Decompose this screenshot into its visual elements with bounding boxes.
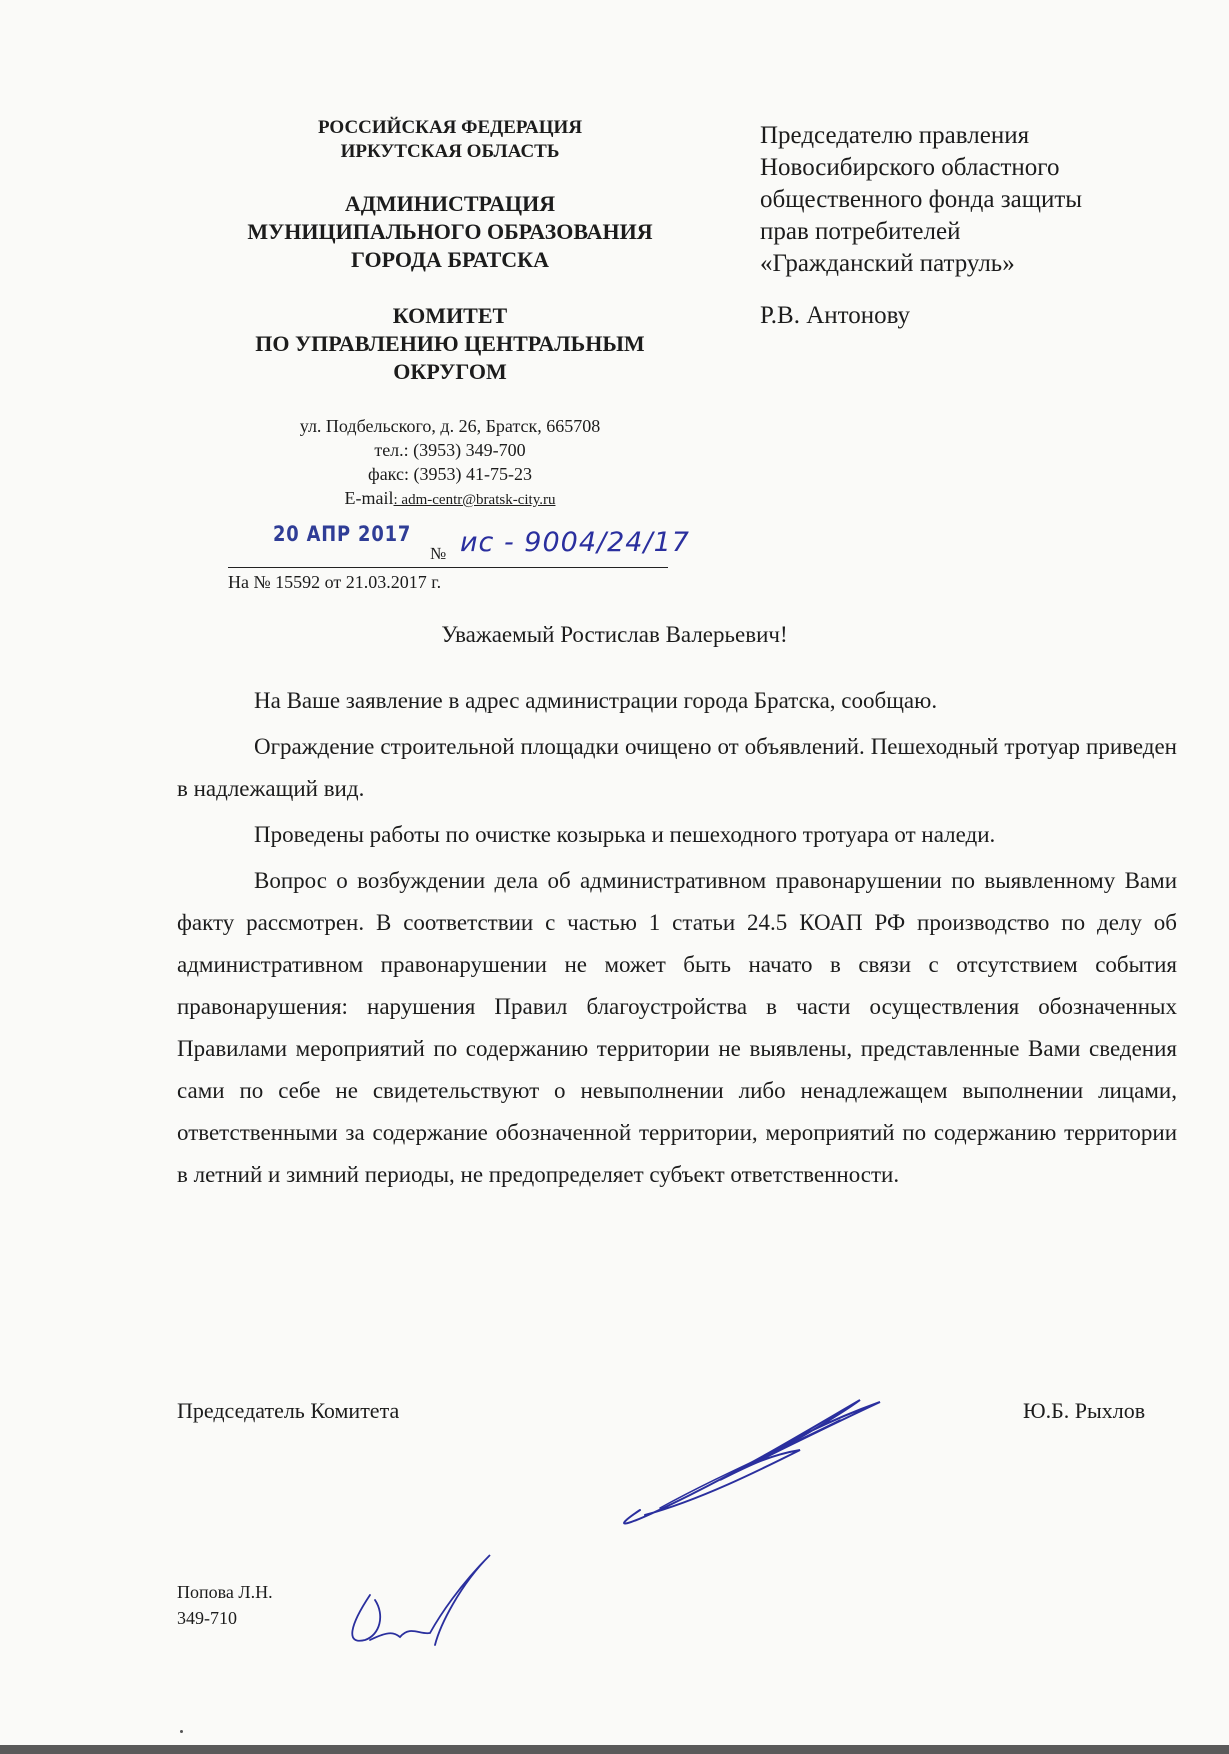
contact-phone: тел.: (3953) 349-700 [374,440,526,460]
paragraph: Ограждение строительной площадки очищено от объявлений. Пешеходный тротуар приведен в надлежащий вид. [177,734,1177,801]
addressee-line-3: общественного фонда защиты [760,186,1083,213]
header-committee-1: КОМИТЕТ [392,303,508,328]
header-committee-3: ОКРУГОМ [393,359,507,384]
header-country: РОССИЙСКАЯ ФЕДЕРАЦИЯ [317,117,583,138]
header-admin-3: ГОРОДА БРАТСКА [351,247,549,272]
executor-name: Попова Л.Н. [177,1582,273,1602]
addressee-line-4: прав потребителей [760,218,961,245]
signer-name: Ю.Б. Рыхлов [1023,1398,1146,1423]
sender-contacts [210,414,690,512]
contact-email [210,486,690,512]
paragraph: На Ваше заявление в адрес администрации города Братска, сообщаю. [254,688,938,713]
addressee-line-5: «Гражданский патруль» [760,250,1015,277]
executor-block [177,1579,273,1631]
handwritten-signature-icon [600,1380,900,1540]
header-committee-2: ПО УПРАВЛЕНИЮ ЦЕНТРАЛЬНЫМ [255,331,645,356]
scan-speck [180,1730,183,1733]
header-admin-2: МУНИЦИПАЛЬНОГО ОБРАЗОВАНИЯ [247,219,653,244]
addressee-line-2: Новосибирского областного [760,154,1060,181]
reference-line: На № 15592 от 21.03.2017 г. [228,572,442,592]
letter-body [177,680,1177,1200]
signer-title: Председатель Комитета [177,1398,400,1423]
email-value[interactable]: : adm-centr@bratsk-city.ru [393,492,556,508]
paragraph: Проведены работы по очистке козырька и пешеходного тротуара от наледи. [254,822,996,847]
header-region: ИРКУТСКАЯ ОБЛАСТЬ [340,141,560,162]
executor-signature-icon [340,1545,520,1655]
contact-fax: факс: (3953) 41-75-23 [368,464,532,484]
sender-header [210,116,690,386]
addressee-name: Р.В. Антонову [760,302,911,329]
paragraph: Вопрос о возбуждении дела об административном правонарушении по выявленному Вами факту рассмотрен. В соответствии с частью 1 статьи 24.5 КОАП РФ производство по делу об административном правонарушении не может быть начато в связи с отсутствием события правонарушения: нарушения Правил благоустройства в части осуществления обозначенных Правилами мероприятий по содержанию территории не выявлены, представленные Вами сведения сами по себе не свидетельствуют о невыполнении либо ненадлежащем выполнении лицами, ответственными за содержание обозначенной территории, мероприятий по содержанию территории в летний и зимний периоды, не предопределяет субъект ответственности. [177,868,1177,1187]
executor-phone: 349-710 [177,1608,237,1628]
addressee-block [760,120,1200,332]
header-admin-1: АДМИНИСТРАЦИЯ [344,191,556,216]
salutation: Уважаемый Ростислав Валерьевич! [441,622,788,647]
addressee-line-1: Председателю правления [760,122,1030,149]
contact-address: ул. Подбельского, д. 26, Братск, 665708 [299,416,601,436]
registration-date-stamp: 20 АПР 2017 [273,522,412,546]
registration-line [228,567,668,568]
email-label: E-mail [344,488,394,508]
registration-number-handwritten: ис - 9004/24/17 [460,527,690,558]
registration-number-label: № [430,544,447,563]
scan-bottom-edge [0,1745,1229,1754]
